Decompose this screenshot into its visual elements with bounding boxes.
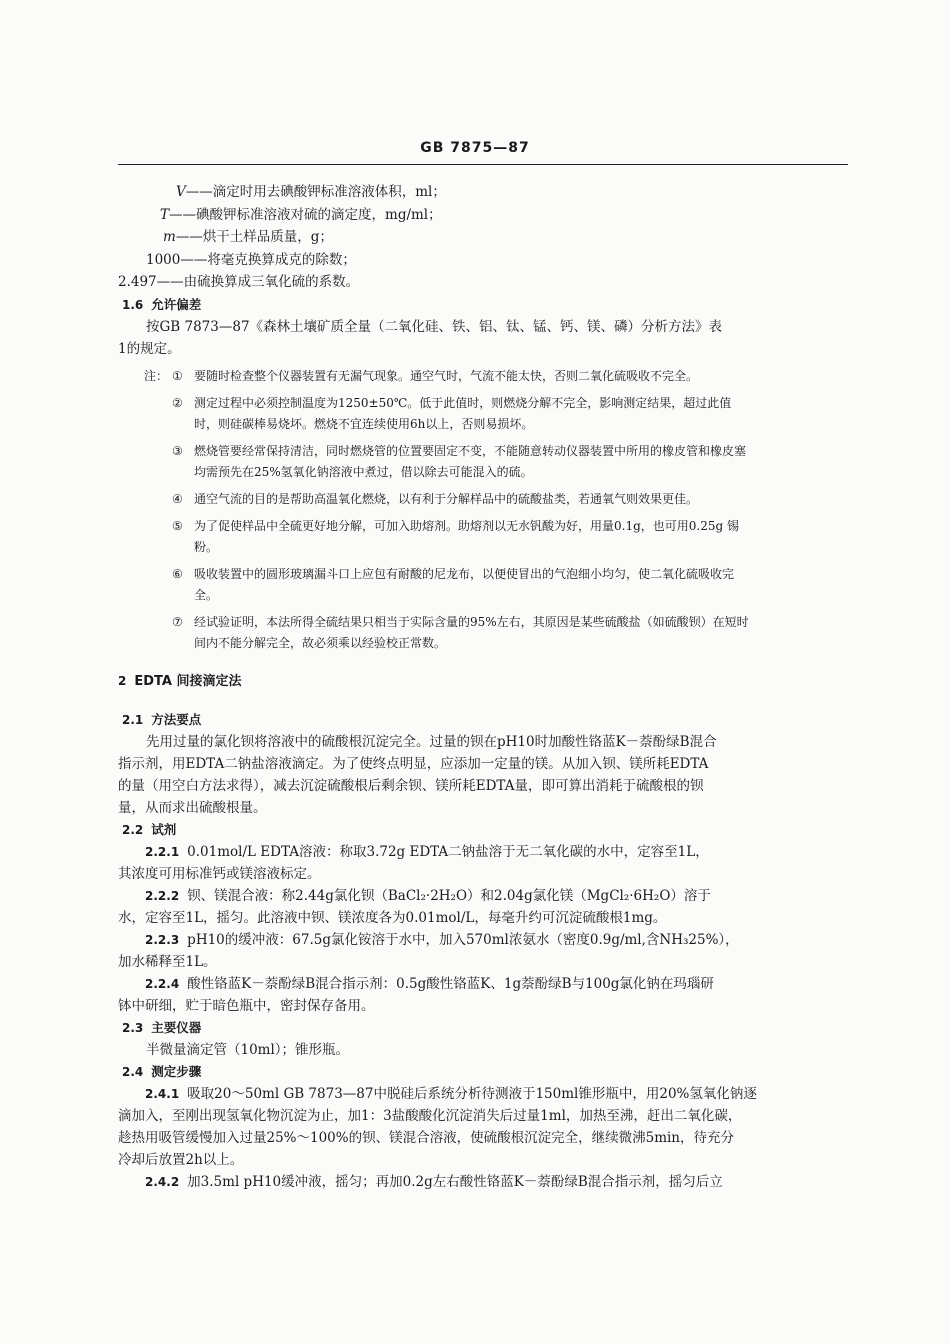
- note-item: ⑥ 吸收装置中的圆形玻璃漏斗口上应包有耐酸的尼龙布，以便使冒出的气泡细小均匀，使二氧化硫吸收完 全。: [172, 566, 735, 602]
- paragraph-line: 其浓度可用标准钙或镁溶液标定。: [118, 865, 321, 882]
- definition-item: m——烘干土样品质量，g；: [163, 229, 333, 245]
- header-rule: [118, 164, 848, 165]
- note-item: 注： ① 要随时检查整个仪器装置有无漏气现象。通空气时，气流不能太快，否则二氧化硫吸收不完全。: [143, 368, 699, 383]
- reagent-item: 2.2.2 钡、镁混合液：称2.44g氯化钡（BaCl₂·2H₂O）和2.04g氯化镁（MgCl₂·6H₂O）溶于: [145, 887, 711, 904]
- paragraph-line: 冷却后放置2h以上。: [118, 1151, 244, 1168]
- symbol-definitions: [118, 181, 850, 294]
- paragraph-line: 滴加入，至刚出现氢氧化物沉淀为止，加1：3盐酸酸化沉淀消失后过量1ml，加热至沸，赶出二氧化碳，: [118, 1107, 742, 1124]
- paragraph-line: 半微量滴定管（10ml）；锥形瓶。: [146, 1041, 350, 1058]
- paragraph-line: 按GB 7873—87《森林土壤矿质全量（二氧化硅、铁、铝、钛、锰、钙、镁、磷）分析方法》表: [146, 318, 723, 335]
- paragraph-line: 指示剂，用EDTA二钠盐溶液滴定。为了使终点明显，应添加一定量的镁。从加入钡、镁所耗EDTA: [118, 755, 709, 772]
- paragraph-line: 的量（用空白方法求得），减去沉淀硫酸根后剩余钡、镁所耗EDTA量，即可算出消耗于硫酸根的钡: [118, 777, 704, 794]
- notes-block: [118, 366, 850, 654]
- page-header: GB 7875—87: [420, 140, 530, 156]
- section-heading-2-1: 2.1 方法要点: [122, 711, 202, 727]
- document-body: [118, 181, 850, 1193]
- section-heading-2: 2 EDTA 间接滴定法: [118, 673, 242, 689]
- paragraph-line: 趁热用吸管缓慢加入过量25%～100%的钡、镁混合溶液，使硫酸根沉淀完全，继续微沸5min，待充分: [118, 1129, 735, 1146]
- paragraph-line: 钵中研细，贮于暗色瓶中，密封保存备用。: [118, 997, 375, 1014]
- section-heading-2-2: 2.2 试剂: [122, 821, 177, 837]
- section-heading-2-3: 2.3 主要仪器: [122, 1019, 202, 1035]
- procedure-item: 2.4.1 吸取20～50ml GB 7873—87中脱硅后系统分析待测液于150ml锥形瓶中，用20%氢氧化钠逐: [145, 1085, 757, 1102]
- section-heading-1-6: 1.6 允许偏差: [122, 296, 202, 312]
- definition-item: 2.497——由硫换算成三氧化硫的系数。: [118, 274, 360, 290]
- paragraph-line: 1的规定。: [118, 340, 181, 357]
- reagent-item: 2.2.1 0.01mol/L EDTA溶液：称取3.72g EDTA二钠盐溶于无二氧化碳的水中，定容至1L，: [145, 843, 709, 860]
- note-item: ② 测定过程中必须控制温度为1250±50℃。低于此值时，则燃烧分解不完全，影响测定结果，超过此值 时，则硅碳棒易烧坏。燃烧不宜连续使用6h以上，否则易损坏。: [172, 395, 732, 431]
- definition-item: T——碘酸钾标准溶液对硫的滴定度，mg/ml；: [160, 206, 442, 223]
- paragraph-line: 先用过量的氯化钡将溶液中的硫酸根沉淀完全。过量的钡在pH10时加酸性铬蓝K－萘酚绿B混合: [146, 733, 717, 750]
- definition-item: 1000——将毫克换算成克的除数；: [146, 251, 356, 268]
- note-item: ④ 通空气流的目的是帮助高温氧化燃烧，以有利于分解样品中的硫酸盐类，若通氧气则效果更佳。: [172, 491, 699, 506]
- note-item: ⑦ 经试验证明，本法所得全硫结果只相当于实际含量的95%左右，其原因是某些硫酸盐（如硫酸钡）在短时 间内不能分解完全，故必须乘以经验校正常数。: [172, 614, 749, 650]
- note-item: ③ 燃烧管要经常保持清洁，同时燃烧管的位置要固定不变，不能随意转动仪器装置中所用的橡皮管和橡皮塞 均需预先在25%氢氧化钠溶液中煮过，借以除去可能混入的硫。: [172, 443, 747, 479]
- procedure-item: 2.4.2 加3.5ml pH10缓冲液，摇匀；再加0.2g左右酸性铬蓝K－萘酚绿B混合指示剂，摇匀后立: [145, 1173, 723, 1190]
- paragraph-line: 加水稀释至1L。: [118, 953, 217, 970]
- definition-item: V——滴定时用去碘酸钾标准溶液体积，ml；: [176, 184, 446, 200]
- section-heading-2-4: 2.4 测定步骤: [122, 1063, 202, 1079]
- note-item: ⑤ 为了促使样品中全硫更好地分解，可加入助熔剂。助熔剂以无水钒酸为好，用量0.1g，也可用0.25g 锡 粉。: [172, 518, 739, 554]
- reagent-item: 2.2.3 pH10的缓冲液：67.5g氯化铵溶于水中，加入570ml浓氨水（密度0.9g/ml,含NH₃25%），: [145, 931, 739, 948]
- paragraph-line: 水，定容至1L，摇匀。此溶液中钡、镁浓度各为0.01mol/L，每毫升约可沉淀硫酸根1mg。: [118, 909, 667, 926]
- reagent-item: 2.2.4 酸性铬蓝K－萘酚绿B混合指示剂：0.5g酸性铬蓝K、1g萘酚绿B与100g氯化钠在玛瑙研: [145, 975, 714, 992]
- paragraph-line: 量，从而求出硫酸根量。: [118, 799, 267, 816]
